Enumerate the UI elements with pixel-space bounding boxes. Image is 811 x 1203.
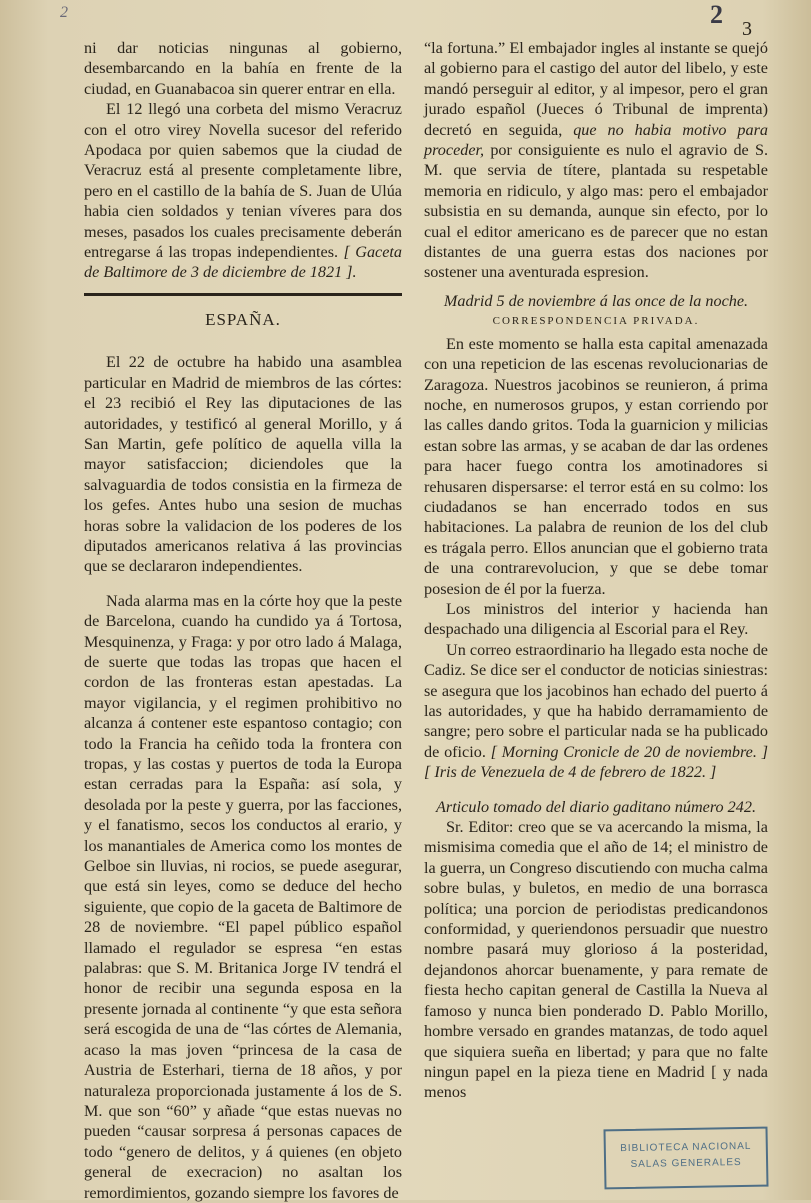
section-divider	[84, 293, 402, 296]
library-stamp	[603, 1127, 768, 1190]
paragraph: El 22 de octubre ha habido una asamblea particular en Madrid de miembros de las córtes: el 23 recibió el Rey las diputaciones de las autoridades, y testificó al general Morillo, y á San Martin, gefe político de aquella villa la mayor satisfaccion; diciendoles que la salvaguardia de todos consistia en la firmeza de los gefes. Antes hubo una sesion de muchas horas sobre la validacion de los poderes de los diputados americanos relativa á las provincias que se declararon independientes.	[84, 353, 402, 576]
paragraph	[424, 640, 768, 783]
paragraph-text: Un correo estraordinario ha llegado esta noche de Cadiz. Se dice ser el conductor de noticias siniestras: se asegura que los jacobinos han echado del puerto á las autoridades, y que ha habido derramamiento de sangre; pero sobre el particular nada se ha publicado de oficio.	[424, 640, 768, 761]
citation: [ Morning Cronicle de 20 de noviembre. ] [ Iris de Venezuela de 4 de febrero de 1822. ]	[424, 742, 768, 782]
stamp-line: BIBLIOTECA NACIONAL	[620, 1140, 752, 1155]
paragraph: Nada alarma mas en la córte hoy que la peste de Barcelona, cuando ha cundido ya á Tortosa, Mesquinenza, y Fraga: y por otro lado á Malaga, de suerte que todas las tropas que hacen el cordon de las fronteras estan apestadas. La mayor vigilancia, y el regimen prohibitivo no alcanza á contener este espantoso contagio; con todo la Francia ha ceñido toda la frontera con tropas, y las costas y puertos de toda la Europa estan cerradas para la España: así sola, y desolada por la peste y guerra, por las facciones, y el fanatismo, secos los conductos al erario, y los manantiales de America como los montes de Gelboe sin lluvias, ni rocios, se puede asegurar, que está sin leyes, como se deduce del hecho siguiente, que copio de la gaceta de Baltimore de 28 de noviembre. “El papel público español llamado el regulador se espresa “en estas palabras: que S. M. Britanica Jorge IV tendrá el honor de recibir una segunda esposa en la presente jornada al continente “y que esta señora será escogida de una de “las córtes de Alemania, acaso la mas joven “princesa de la casa de Austria de Esterhari, tierna de 18 años, y por naturaleza proporcionada justamente á los de S. M. que son “60” y añade “que estas nuevas no pueden “causar sorpresa á personas capaces de todo “genero de delitos, y á quienes (en objeto general de execracion) no asaltan los remordimientos, gozando siempre los favores de	[84, 591, 402, 1202]
paragraph: Sr. Editor: creo que se va acercando la misma, la mismisima comedia que el año de 14; el ministro de la guerra, un Congreso discutiendo con mucha calma sobre bulas, y buletos, en medio de una borrasca política; una porcion de periodistas predicandonos conformidad, y queriendonos persuadir que nuestro nombre pasará muy glorioso á la posteridad, dejandonos ahorcar buenamente, y para remate de fiesta hecho capitan general de Castilla la Nueva al famoso y nunca bien ponderado D. Pablo Morillo, hombre versado en grandes matanzas, de todo aquel que siquiera sueña en libertad; y para que no falte ningun papel en la pieza tiene en Madrid [ y nada menos	[424, 818, 768, 1102]
paragraph	[84, 99, 402, 283]
pencil-annotation-right: 2	[710, 0, 723, 29]
paragraph: Los ministros del interior y hacienda han despachado una diligencia al Escorial para el Rey.	[424, 599, 768, 639]
paragraph: En este momento se halla esta capital amenazada con una repeticion de las escenas revolucionarias de Zaragoza. Nuestros jacobinos se reunieron, á prima noche, en numerosos grupos, y estan corriendo por las calles dando gritos. Toda la guarnicion y milicias estan sobre las armas, y se acaban de dar las ordenes para hacer fuego contra los amotinadores si rehusaren dispersarse: el terror está en su colmo: los ciudadanos se han encerrado todos en sus habitaciones. La palabra de reunion de los del club es trágala perro. Ellos anuncian que el gobierno trata de una contrarevolucion, y que se debe tomar posesion de él por la fuerza.	[424, 334, 768, 598]
section-title: ESPAÑA.	[205, 309, 281, 329]
pencil-annotation: 2	[60, 4, 68, 21]
stamp-line: SALAS GENERALES	[630, 1157, 742, 1170]
paragraph-text: por consiguiente es nulo el agravio de S. M. que servia de títere, plantada su respetable memoria en ridiculo, y algo mas: pero el embajador subsistia en su demanda, aunque sin efecto, por lo cual el editor americano es de parecer que no estan distantes de una guerra estas dos naciones por sostener una aventurada espresion.	[424, 141, 768, 282]
page-number: 3	[742, 18, 752, 40]
left-column	[84, 38, 402, 1203]
article-title: Articulo tomado del diario gaditano número 242.	[436, 797, 756, 816]
paragraph-text: “la fortuna.” El embajador ingles al instante se quejó al gobierno para el castigo del autor del libelo, y este mandó perseguir al editor, y al impesor, pero el gran jurado español (Jueces ó Tribunal de imprenta) decretó en seguida,	[424, 39, 768, 139]
dateline: Madrid 5 de noviembre á las once de la noche.	[443, 291, 749, 310]
citation: [ Gaceta de Baltimore de 3 de diciembre de 1821 ].	[84, 243, 403, 282]
right-column	[424, 38, 768, 1103]
spacer	[84, 577, 402, 591]
subhead: CORRESPONDENCIA PRIVADA.	[492, 315, 700, 328]
italic-phrase: que no habia motivo para proceder,	[424, 120, 768, 160]
paragraph-text: El 12 llegó una corbeta del mismo Veracruz con el otro virey Novella sucesor del referido Apodaca por quien sabemos que la ciudad de Veracruz está al presente completamente libre, pero en el castillo de la bahía de S. Juan de Ulúa habia cien soldados y tenian víveres para dos meses, pasados los cuales precisamente deberán entregarse á las tropas independientes.	[84, 100, 402, 262]
paragraph: ni dar noticias ningunas al gobierno, desembarcando en la bahía en frente de la ciudad, en Guanabacoa sin querer entrar en ella.	[84, 39, 402, 98]
paragraph	[424, 38, 768, 283]
